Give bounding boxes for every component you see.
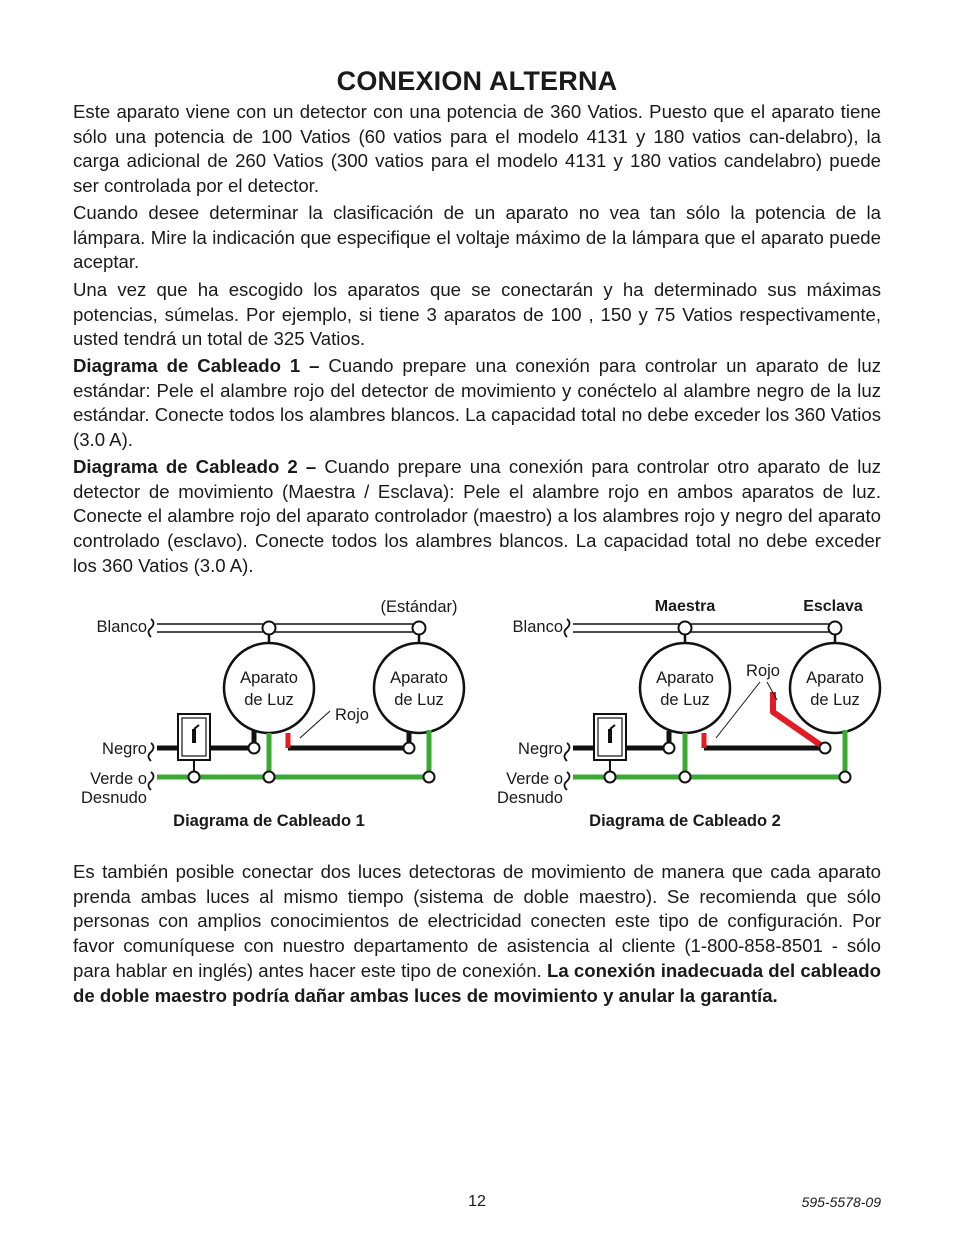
fixture-label: Aparato — [656, 669, 714, 687]
diagram-caption: Diagrama de Cableado 1 — [173, 812, 365, 830]
page-number: 12 — [468, 1193, 486, 1210]
fixture-circle — [224, 643, 314, 733]
dual-master-warning: La conexión inadecuada del cableado de doble maestro podría dañar ambas luces de movimiento y anular la garantía. — [73, 959, 881, 1006]
fixture-label: Aparato — [240, 669, 298, 687]
red-wire-label: Rojo — [335, 706, 369, 724]
fixture-label: de Luz — [810, 691, 860, 709]
page-title: CONEXION ALTERNA — [336, 66, 618, 96]
fixture-label: de Luz — [660, 691, 710, 709]
fixture-label: Aparato — [390, 669, 448, 687]
white-wire — [565, 619, 842, 646]
ground-wire-label: Desnudo — [80, 789, 147, 807]
document-code: 595-5578-09 — [801, 1194, 881, 1210]
standard-label: (Estándar) — [380, 598, 458, 616]
black-wire-label: Negro — [518, 740, 563, 758]
wiring-diagram-2 — [497, 598, 880, 830]
wiring-2-paragraph — [73, 455, 881, 579]
wiring-diagram-1 — [81, 598, 464, 830]
wiring-1-paragraph — [73, 354, 881, 453]
fixture-label: Aparato — [806, 669, 864, 687]
fixture-label: de Luz — [244, 691, 294, 709]
rating-paragraph: Cuando desee determinar la clasificación de un aparato no vea tan sólo la potencia de la lámpara. Mire la indicación que especifique el voltaje máximo de la lámpara que el aparato puede aceptar. — [73, 202, 881, 273]
wiring-2-text: Cuando prepare una conexión para controlar otro aparato de luz detector de movimiento (Maestra / Esclava): Pele el alambre rojo en ambos aparatos de luz. Conecte el alambre rojo del aparato controlador (maestro) a los alambres rojo y negro del aparato controlado (esclavo). Conecte todos los alambres blancos. La capacidad total no debe exceder los 360 Vatios (3.0 A). — [73, 456, 881, 576]
sum-paragraph: Una vez que ha escogido los aparatos que se conectarán y ha determinado sus máximas potencias, súmelas. Por ejemplo, si tiene 3 aparatos de 100 , 150 y 75 Vatios respectivamente, usted tendrá un total de 325 Vatios. — [73, 279, 881, 350]
intro-paragraph: Este aparato viene con un detector con una potencia de 360 Vatios. Puesto que el aparato tiene sólo una potencia de 100 Vatios (60 vatios para el modelo 4131 y 180 vatios can-delabro), la carga adicional de 260 Vatios (300 vatios para el modelo 4131 y 180 vatios candelabro) puede ser controlada por el detector. — [73, 101, 881, 197]
fixture-label: de Luz — [394, 691, 444, 709]
wiring-1-heading: Diagrama de Cableado 1 – — [73, 355, 320, 376]
wiring-1-text: Cuando prepare una conexión para controlar un aparato de luz estándar: Pele el alambre rojo del detector de movimiento y conéctelo al alambre negro de la luz estándar. Conecte todos los alambres blancos. La capacidad total no debe exceder los 360 Vatios (3.0 A). — [73, 355, 881, 451]
white-wire — [149, 619, 426, 646]
fixture-circle — [374, 643, 464, 733]
wiring-2-heading: Diagrama de Cableado 2 – — [73, 456, 317, 477]
slave-label: Esclava — [803, 598, 863, 615]
fixture-circle — [640, 643, 730, 733]
ground-wire-label: Verde o — [506, 770, 563, 788]
dual-master-paragraph — [73, 860, 881, 1008]
ground-wire-label: Verde o — [90, 770, 147, 788]
switch-icon — [178, 714, 210, 760]
red-wire-label: Rojo — [746, 662, 780, 680]
white-wire-label: Blanco — [512, 618, 563, 636]
diagram-caption: Diagrama de Cableado 2 — [589, 812, 781, 830]
wiring-diagrams — [0, 590, 954, 840]
master-label: Maestra — [654, 598, 716, 615]
ground-wire-label: Desnudo — [496, 789, 563, 807]
fixture-circle — [790, 643, 880, 733]
switch-icon — [594, 714, 626, 760]
white-wire-label: Blanco — [96, 618, 147, 636]
dual-master-text: Es también posible conectar dos luces detectoras de movimiento de manera que cada aparato prenda ambas luces al mismo tiempo (sistema de doble maestro). Se recomienda que sólo personas con amplios conocimientos de electricidad conecten este tipo de configuración. Por favor comuníquese con nuestro departamento de asistencia al cliente (1-800-858-8501 - sólo para hablar en inglés) antes hacer este tipo de conexión. — [73, 861, 881, 981]
black-wire-label: Negro — [102, 740, 147, 758]
